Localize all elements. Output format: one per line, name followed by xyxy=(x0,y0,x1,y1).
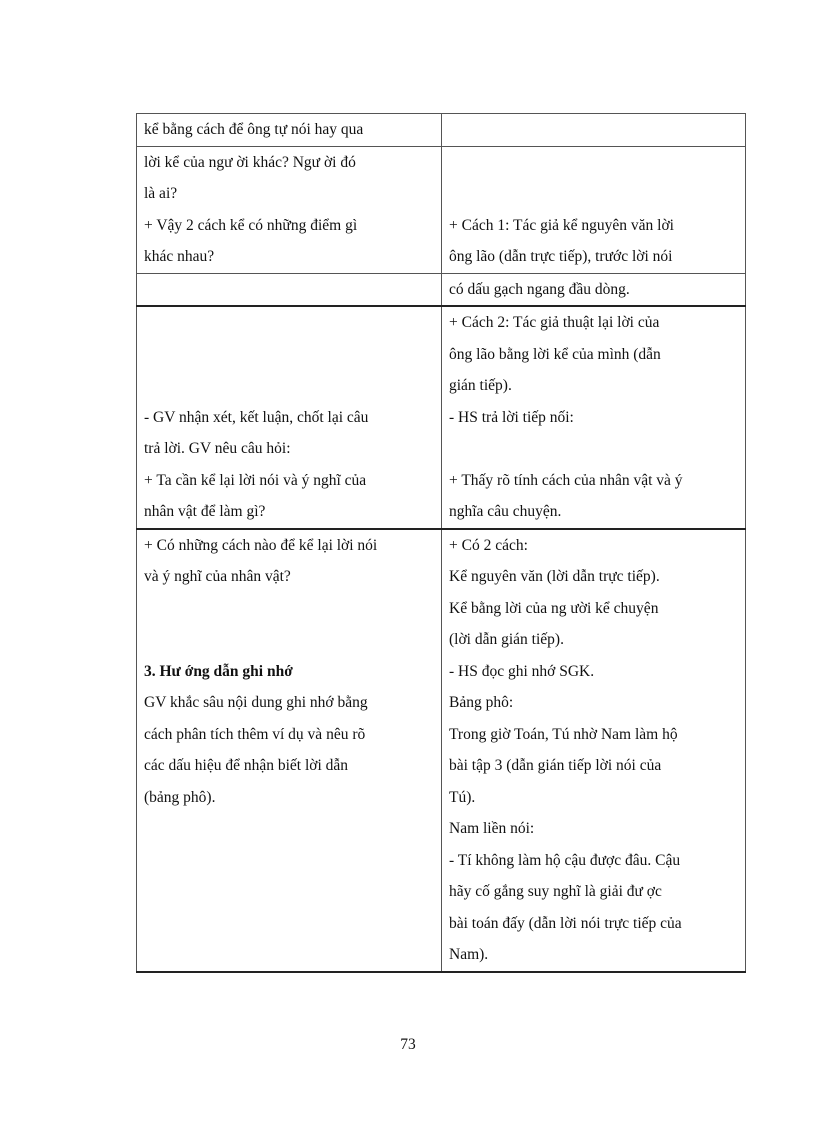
text-line: Trong giờ Toán, Tú nhờ Nam làm hộ xyxy=(449,725,678,743)
blank-line xyxy=(144,624,434,656)
text-line: + Ta cần kể lại lời nói và ý nghĩ của xyxy=(144,471,367,489)
text-line: - Tí không làm hộ cậu được đâu. Cậu xyxy=(449,851,681,869)
text-line: bài toán đấy (dẫn lời nói trực tiếp của xyxy=(449,914,682,932)
text-line: + Có 2 cách: xyxy=(449,536,528,554)
blank-line xyxy=(144,593,434,625)
text-line: + Thấy rõ tính cách của nhân vật và ý xyxy=(449,471,683,489)
text-line: khác nhau? xyxy=(144,248,215,265)
text-line: - HS đọc ghi nhớ SGK. xyxy=(449,662,595,680)
table-cell-right xyxy=(442,146,746,273)
lesson-table xyxy=(136,113,746,973)
table-row xyxy=(137,114,746,147)
table-cell-left xyxy=(137,146,442,273)
blank-line xyxy=(144,339,434,371)
text-line: Nam liền nói: xyxy=(449,820,535,837)
text-line: Kể bằng lời của ng ười kể chuyện xyxy=(449,599,659,617)
text-line: và ý nghĩ của nhân vật? xyxy=(144,568,291,585)
text-line: Bảng phô: xyxy=(449,694,514,711)
text-line: + Vậy 2 cách kể có những điểm gì xyxy=(144,216,358,234)
text-line: nghĩa câu chuyện. xyxy=(449,503,562,520)
text-line: + Cách 2: Tác giả thuật lại lời của xyxy=(449,314,660,331)
blank-line xyxy=(449,433,738,465)
text-line: Tú). xyxy=(449,788,476,806)
blank-line xyxy=(449,147,738,179)
text-line: các dấu hiệu để nhận biết lời dẫn xyxy=(144,757,349,774)
text-line: bài tập 3 (dẫn gián tiếp lời nói của xyxy=(449,757,662,774)
text-line: GV khắc sâu nội dung ghi nhớ bằng xyxy=(144,694,368,711)
table-row xyxy=(137,146,746,273)
text-line: (lời dẫn gián tiếp). xyxy=(449,631,564,648)
table-row xyxy=(137,529,746,972)
text-line: - GV nhận xét, kết luận, chốt lại câu xyxy=(144,408,369,426)
section-heading: 3. Hư ớng dẫn ghi nhớ xyxy=(144,662,293,680)
text-line: + Có những cách nào để kể lại lời nói xyxy=(144,536,378,554)
table-cell-right xyxy=(442,273,746,306)
text-line: + Cách 1: Tác giả kể nguyên văn lời xyxy=(449,216,674,234)
text-line: kể bằng cách để ông tự nói hay qua xyxy=(144,121,364,138)
table-cell-left xyxy=(137,114,442,147)
table-cell-left xyxy=(137,529,442,972)
text-line: là ai? xyxy=(144,185,178,202)
text-line: gián tiếp). xyxy=(449,377,512,394)
blank-line xyxy=(449,178,738,210)
table-row xyxy=(137,273,746,306)
blank-line xyxy=(144,370,434,402)
text-line: - HS trả lời tiếp nối: xyxy=(449,408,574,426)
text-line: nhân vật để làm gì? xyxy=(144,503,266,520)
table-cell-left xyxy=(137,273,442,306)
text-line: trả lời. GV nêu câu hỏi: xyxy=(144,440,291,457)
table-cell-right xyxy=(442,114,746,147)
text-line: Nam). xyxy=(449,946,489,963)
text-line: ông lão (dẫn trực tiếp), trước lời nói xyxy=(449,248,673,265)
text-line: ông lão bằng lời kể của mình (dẫn xyxy=(449,345,661,363)
table-cell-right xyxy=(442,529,746,972)
text-line: có dấu gạch ngang đầu dòng. xyxy=(449,280,630,298)
text-line: lời kể của ngư ời khác? Ngư ời đó xyxy=(144,153,356,171)
text-line: hãy cố gắng suy nghĩ là giải đư ợc xyxy=(449,883,662,900)
text-line: cách phân tích thêm ví dụ và nêu rõ xyxy=(144,725,366,743)
table-row xyxy=(137,306,746,529)
blank-line xyxy=(144,307,434,339)
table-cell-right xyxy=(442,306,746,529)
page-number: 73 xyxy=(400,1036,416,1053)
text-line: Kể nguyên văn (lời dẫn trực tiếp). xyxy=(449,568,660,585)
table-cell-left xyxy=(137,306,442,529)
text-line: (bảng phô). xyxy=(144,788,216,806)
